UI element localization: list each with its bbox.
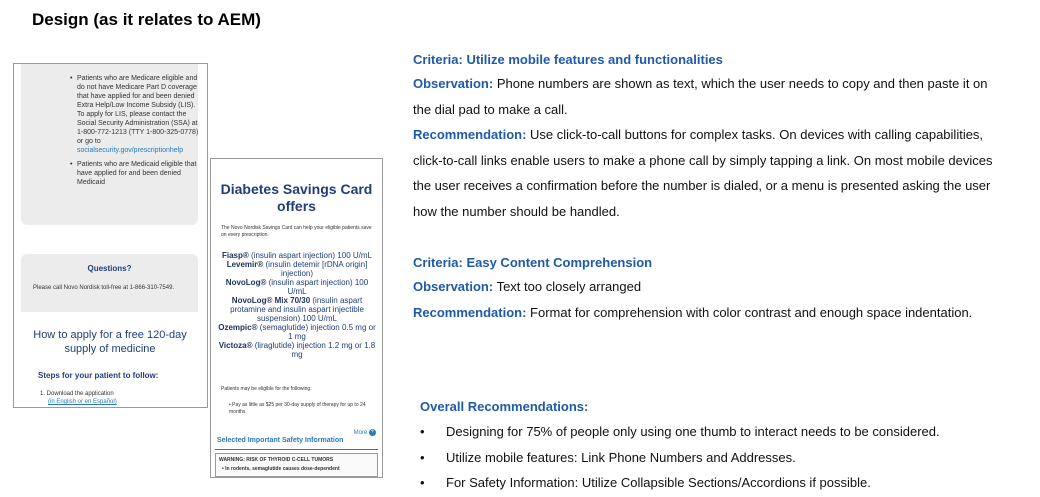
recommendation-text: Use click-to-call buttons for complex tasks. On devices with calling capabilities, click-to-call links enable users to make a phone call by simply tapping a link. On most mobile devices the user receives a confirmation before the number is dialed, or a menu is presented asking the user how the number should be handled. (413, 127, 993, 219)
criteria-2: Criteria: Easy Content Comprehension (413, 255, 653, 270)
pay-bullet: • Pay as little as $25 per 30-day supply of therapy for up to 24 months (229, 402, 366, 415)
list-item: • For Safety Information: Utilize Collapsible Sections/Accordions if possible. (420, 475, 871, 490)
list-item (70, 160, 200, 187)
overall-recommendations-heading: Overall Recommendations: (420, 399, 589, 414)
list-item: NovoLog® Mix 70/30 (insulin aspart protamine and insulin aspart injectible suspension) 100 U/mL (230, 296, 364, 323)
questions-panel (21, 254, 198, 312)
more-button[interactable] (354, 429, 376, 437)
observation-text: Phone numbers are shown as text, which the user needs to copy and then paste it on the dial pad to make a call. (413, 76, 988, 117)
list-item: Fiasp® (insulin aspart injection) 100 U/mL (222, 251, 372, 260)
observation-1 (413, 71, 1003, 122)
safety-info-heading: Selected Important Safety Information (217, 437, 344, 444)
observation-label: Observation: (413, 279, 494, 294)
ssa-link[interactable]: socialsecurity.gov/prescriptionhelp (77, 147, 184, 154)
list-item: • Utilize mobile features: Link Phone Numbers and Addresses. (420, 450, 796, 465)
list-item: Ozempic® (semaglutide) injection 0.5 mg or 1 mg (218, 323, 376, 341)
plus-icon: + (370, 429, 375, 435)
how-to-apply-heading: How to apply for a free 120-day supply of medicine (33, 329, 187, 355)
list-item: • Designing for 75% of people only using one thumb to interact needs to be considered. (420, 424, 940, 439)
observation-2 (413, 274, 1003, 300)
savings-card-title: Diabetes Savings Card offers (220, 181, 373, 214)
more-label: More (353, 430, 368, 437)
bullet-text: Patients who are Medicare eligible and do not have Medicare Part D coverage that have applied for and been denied Extra Help/Low Income Subsidy (LIS). To apply for LIS, please contact the Social Security Administration (SSA) at 1-800-772-1213 (TTY 1-800-325-0778) or go to (77, 75, 199, 145)
page-title: Design (as it relates to AEM) (32, 10, 261, 29)
step-text: 1. Download the application (40, 391, 114, 397)
application-links[interactable]: (in English or en Español) (48, 399, 117, 405)
list-item (70, 74, 200, 155)
recommendation-1 (413, 122, 1003, 224)
recommendation-text: Format for comprehension with color contrast and enough space indentation. (530, 305, 973, 320)
recommendation-label: Recommendation: (413, 305, 527, 320)
savings-card-intro: The Novo Nordisk Savings Card can help your eligible patients save on every prescription. (221, 225, 372, 238)
eligibility-bullets (70, 74, 200, 192)
eligibility-text: Patients may be eligible for the following: (221, 386, 312, 392)
drug-list (217, 251, 377, 359)
observation-text: Text too closely arranged (496, 279, 642, 294)
questions-text: Please call Novo Nordisk toll-free at 1-866-310-7549. (33, 285, 175, 291)
phone-screenshot-savings-card (210, 158, 383, 478)
list-item: NovoLog® (insulin aspart injection) 100 U/mL (225, 278, 369, 296)
recommendation-2 (413, 300, 1003, 326)
observation-label: Observation: (413, 76, 494, 91)
warning-title: WARNING: RISK OF THYROID C-CELL TUMORS (219, 457, 334, 463)
list-item: Levemir® (insulin detemir [rDNA origin] injection) (226, 260, 368, 278)
bullet-text: Patients who are Medicaid eligible that have applied for and been denied Medicaid (77, 161, 197, 186)
warning-bullet: • In rodents, semaglutide causes dose-dependent (222, 466, 340, 472)
phone-screenshot-medicare (13, 63, 208, 408)
divider (215, 449, 378, 450)
warning-box (215, 453, 378, 477)
list-item: Victoza® (liraglutide) injection 1.2 mg or 1.8 mg (218, 341, 376, 359)
steps-heading: Steps for your patient to follow: (38, 371, 159, 380)
criteria-1: Criteria: Utilize mobile features and functionalities (413, 52, 723, 67)
questions-heading: Questions? (87, 264, 132, 273)
step-item (40, 390, 117, 406)
recommendation-label: Recommendation: (413, 127, 527, 142)
